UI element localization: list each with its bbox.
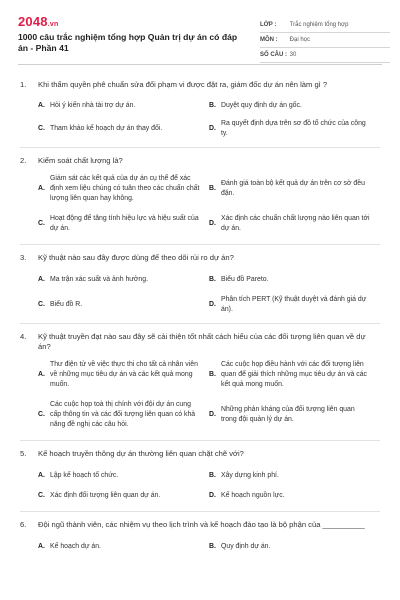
option-a[interactable] — [38, 540, 209, 554]
question-3 — [20, 253, 380, 317]
option-b[interactable] — [209, 358, 380, 392]
question-text: Đội ngũ thành viên, các nhiệm vụ theo lịch trình và kế hoạch đào tạo là bộ phận của __________ — [38, 520, 365, 529]
option-key: C. — [38, 411, 45, 418]
option-text: Các cuộc họp điều hành với các đối tượng liên quan để giải thích những mục tiêu dự án và các kết quả mong muốn. — [221, 361, 367, 388]
option-a[interactable] — [38, 358, 209, 392]
option-key: B. — [209, 543, 216, 550]
meta-row-class — [260, 18, 390, 33]
option-key: B. — [209, 276, 216, 283]
option-text: Xác định đối tượng liên quan dự án. — [50, 492, 161, 499]
question-divider — [20, 511, 380, 512]
option-d[interactable] — [209, 489, 380, 503]
option-c[interactable] — [38, 398, 209, 432]
header-divider — [18, 64, 382, 65]
option-text: Lập kế hoạch tổ chức. — [50, 472, 119, 479]
meta-value: 30 — [289, 52, 297, 58]
option-text: Ma trận xác suất và ảnh hưởng. — [50, 276, 148, 283]
meta-label: SỐ CÂU : — [260, 52, 287, 58]
option-text: Biểu đồ Pareto. — [221, 276, 269, 283]
option-key: A. — [38, 371, 45, 378]
question-number: 5. — [20, 449, 27, 458]
question-number: 3. — [20, 253, 27, 262]
question-number: 4. — [20, 332, 27, 341]
question-divider — [20, 440, 380, 441]
option-key: A. — [38, 185, 45, 192]
question-2 — [20, 156, 380, 236]
option-text: Các cuộc họp toà thị chính với đội dự án cung cấp thông tin và các đối tượng liên quan có khả năng đề nghị các câu hỏi. — [50, 401, 196, 428]
option-text: Những phản kháng của đối tượng liên quan trong đội quản lý dự án. — [221, 406, 355, 423]
question-4 — [20, 332, 380, 432]
question-text: Kiểm soát chất lượng là? — [38, 156, 123, 165]
option-key: D. — [209, 220, 216, 227]
logo-suffix: .vn — [47, 21, 59, 28]
option-text: Hỏi ý kiến nhà tài trợ dự án. — [50, 102, 136, 109]
option-c[interactable] — [38, 293, 209, 317]
logo-text: 2048 — [18, 14, 48, 29]
option-key: B. — [209, 472, 216, 479]
option-b[interactable] — [209, 540, 380, 554]
question-text: Khi thẩm quyền phê chuẩn sửa đổi phạm vi được đặt ra, giám đốc dự án nên làm gì ? — [38, 80, 328, 89]
option-key: A. — [38, 472, 45, 479]
option-key: C. — [38, 492, 45, 499]
option-a[interactable] — [38, 172, 209, 206]
option-text: Giám sát các kết quả của dự án cụ thể để xác định xem liệu chúng có tuân theo các chuẩn chất lượng liên quan hay không. — [50, 175, 200, 202]
option-text: Xây dựng kinh phí. — [221, 472, 279, 479]
option-b[interactable] — [209, 469, 380, 483]
question-number: 1. — [20, 80, 27, 89]
option-text: Ra quyết định dựa trên sơ đồ tổ chức của công ty. — [221, 120, 366, 137]
option-a[interactable] — [38, 99, 209, 113]
option-text: Hoạt động để tăng tính hiệu lực và hiệu suất của dự án. — [50, 215, 199, 232]
option-key: B. — [209, 371, 216, 378]
option-d[interactable] — [209, 212, 380, 236]
option-key: C. — [38, 125, 45, 132]
question-divider — [20, 323, 380, 324]
option-text: Biểu đồ R. — [50, 301, 83, 308]
option-c[interactable] — [38, 212, 209, 236]
option-key: D. — [209, 301, 216, 308]
question-text: Kỹ thuật truyền đạt nào sau đây sẽ cải thiện tốt nhất cách hiểu của các đối tượng liên quan về dự án? — [38, 332, 366, 351]
option-key: C. — [38, 301, 45, 308]
option-key: A. — [38, 102, 45, 109]
question-list — [0, 74, 400, 554]
meta-label: MÔN : — [260, 37, 278, 43]
option-c[interactable] — [38, 117, 209, 141]
meta-value: Đại học — [289, 37, 311, 43]
question-text: Kế hoạch truyền thông dự án thường liên quan chặt chẽ với? — [38, 449, 244, 458]
question-6 — [20, 520, 380, 554]
option-d[interactable] — [209, 293, 380, 317]
option-c[interactable] — [38, 489, 209, 503]
option-b[interactable] — [209, 273, 380, 287]
option-d[interactable] — [209, 398, 380, 432]
question-number: 2. — [20, 156, 27, 165]
question-number: 6. — [20, 520, 27, 529]
option-text: Đánh giá toàn bộ kết quả dự án trên cơ sở đều đặn. — [221, 180, 365, 197]
page-title: 1000 câu trắc nghiệm tổng hợp Quản trị dự án có đáp án - Phần 41 — [18, 32, 238, 53]
option-key: D. — [209, 411, 216, 418]
option-key: B. — [209, 185, 216, 192]
option-a[interactable] — [38, 469, 209, 483]
option-b[interactable] — [209, 99, 380, 113]
option-key: A. — [38, 543, 45, 550]
option-text: Thư điện tử về việc thực thi cho tất cả nhân viên về những mục tiêu dự án và các kết quả mong muốn. — [50, 361, 198, 388]
meta-info — [260, 18, 390, 63]
option-key: A. — [38, 276, 45, 283]
option-text: Kế hoạch nguồn lực. — [221, 492, 285, 499]
meta-row-subject — [260, 33, 390, 48]
option-text: Kế hoạch dự án. — [50, 543, 101, 550]
meta-value: Trắc nghiệm tổng hợp — [289, 22, 349, 28]
option-a[interactable] — [38, 273, 209, 287]
option-text: Quy định dự án. — [221, 543, 271, 550]
option-text: Duyệt quy định dự án gốc. — [221, 102, 302, 109]
question-divider — [20, 244, 380, 245]
option-text: Xác định các chuẩn chất lượng nào liên quan tới dự án. — [221, 215, 370, 232]
meta-label: LỚP : — [260, 22, 277, 28]
option-key: D. — [209, 125, 216, 132]
question-text: Kỹ thuật nào sau đây được dùng để theo dõi rủi ro dự án? — [38, 253, 234, 262]
question-1 — [20, 80, 380, 141]
site-logo[interactable] — [18, 14, 58, 29]
option-text: Tham khảo kế hoạch dự án thay đổi. — [50, 125, 163, 132]
option-key: B. — [209, 102, 216, 109]
question-5 — [20, 449, 380, 503]
question-divider — [20, 147, 380, 148]
option-key: D. — [209, 492, 216, 499]
option-key: C. — [38, 220, 45, 227]
header — [18, 10, 390, 62]
option-text: Phân tích PERT (Kỹ thuật duyệt và đánh giá dự án). — [221, 296, 367, 313]
option-b[interactable] — [209, 172, 380, 206]
option-d[interactable] — [209, 117, 380, 141]
meta-row-count — [260, 48, 390, 63]
